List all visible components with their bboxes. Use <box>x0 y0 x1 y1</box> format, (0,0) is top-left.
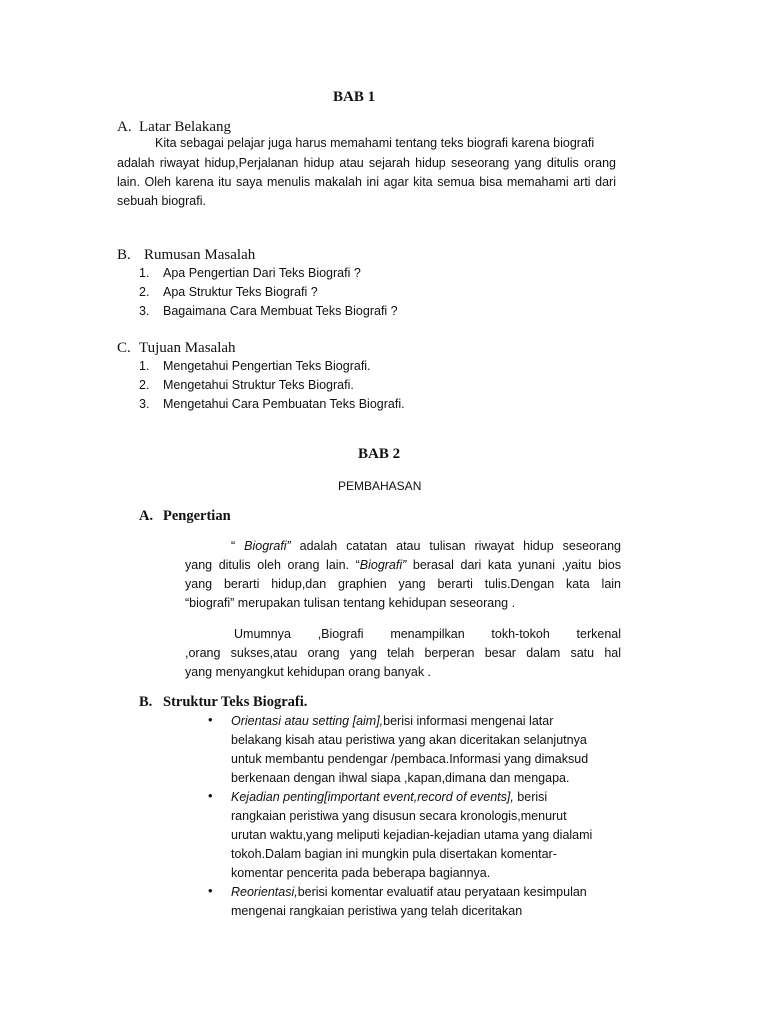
general-line-1: Umumnya ,Biografi menampilkan tokh-tokoh terkenal <box>234 627 621 641</box>
goal-1-text: Mengetahui Pengertian Teks Biografi. <box>163 359 371 373</box>
structure-item-line: tokoh.Dalam bagian ini mungkin pula disertakan komentar- <box>231 847 557 861</box>
structure-item-reorientasi: Reorientasi,berisi komentar evaluatif atau peryataan kesimpulan <box>231 885 587 899</box>
goal-3-text: Mengetahui Cara Pembuatan Teks Biografi. <box>163 397 405 411</box>
structure-item-line: berkenaan dengan ihwal siapa ,kapan,dimana dan mengapa. <box>231 771 570 785</box>
question-1-num: 1. <box>139 266 150 280</box>
goal-2-text: Mengetahui Struktur Teks Biografi. <box>163 378 354 392</box>
bab2-title: BAB 2 <box>358 446 401 462</box>
section-b-letter: B. <box>117 247 131 263</box>
goal-1-num: 1. <box>139 359 150 373</box>
question-1-text: Apa Pengertian Dari Teks Biografi ? <box>163 266 361 280</box>
section-a-letter: A. <box>117 119 132 135</box>
struktur-title: Struktur Teks Biografi. <box>163 694 308 710</box>
background-line-4: sebuah biografi. <box>117 194 206 208</box>
background-line-3: lain. Oleh karena itu saya menulis makalah ini agar kita semua bisa memahami arti dari <box>117 175 616 189</box>
section-c-title: Tujuan Masalah <box>139 340 236 356</box>
struktur-letter: B. <box>139 694 153 710</box>
section-c-letter: C. <box>117 340 131 356</box>
structure-item-line: belakang kisah atau peristiwa yang akan diceritakan selanjutnya <box>231 733 587 747</box>
goal-2-num: 2. <box>139 378 150 392</box>
section-a-title: Latar Belakang <box>139 119 232 135</box>
structure-item-line: urutan waktu,yang meliputi kejadian-kejadian utama yang dialami <box>231 828 593 842</box>
bullet-icon: • <box>208 788 213 803</box>
question-3-num: 3. <box>139 304 150 318</box>
definition-line-1: “ Biografi” adalah catatan atau tulisan riwayat hidup seseorang <box>231 539 621 553</box>
structure-item-orientasi: Orientasi atau setting [aim],berisi informasi mengenai latar <box>231 714 554 728</box>
section-b-title: Rumusan Masalah <box>144 247 256 263</box>
bullet-icon: • <box>208 883 213 898</box>
definition-line-4: “biografi” merupakan tulisan tentang kehidupan seseorang . <box>185 596 516 610</box>
question-3-text: Bagaimana Cara Membuat Teks Biografi ? <box>163 304 398 318</box>
question-2-num: 2. <box>139 285 150 299</box>
structure-item-line: mengenai rangkaian peristiwa yang telah diceritakan <box>231 904 523 918</box>
pengertian-title: Pengertian <box>163 508 231 524</box>
definition-line-3: yang berarti hidup,dan graphien yang berarti tulis.Dengan kata lain <box>185 577 621 591</box>
general-line-2: ,orang sukses,atau orang yang telah berperan besar dalam satu hal <box>185 646 621 660</box>
structure-item-line: untuk membantu pendengar /pembaca.Informasi yang dimaksud <box>231 752 589 766</box>
definition-line-2: yang ditulis oleh orang lain. “Biografi” berasal dari kata yunani ,yaitu bios <box>185 558 621 572</box>
bullet-icon: • <box>208 712 213 727</box>
pengertian-letter: A. <box>139 508 154 524</box>
goal-3-num: 3. <box>139 397 150 411</box>
bab1-title: BAB 1 <box>333 89 376 105</box>
question-2-text: Apa Struktur Teks Biografi ? <box>163 285 318 299</box>
structure-item-line: rangkaian peristiwa yang disusun secara kronologis,menurut <box>231 809 567 823</box>
general-line-3: yang menyangkut kehidupan orang banyak . <box>185 665 432 679</box>
bab2-subtitle: PEMBAHASAN <box>338 479 422 493</box>
background-line-2: adalah riwayat hidup,Perjalanan hidup atau sejarah hidup seseorang yang ditulis orang <box>117 156 616 170</box>
structure-item-line: komentar pencerita pada beberapa bagiannya. <box>231 866 491 880</box>
structure-item-kejadian: Kejadian penting[important event,record of events], berisi <box>231 790 548 804</box>
background-line-1: Kita sebagai pelajar juga harus memahami tentang teks biografi karena biografi <box>155 136 595 150</box>
